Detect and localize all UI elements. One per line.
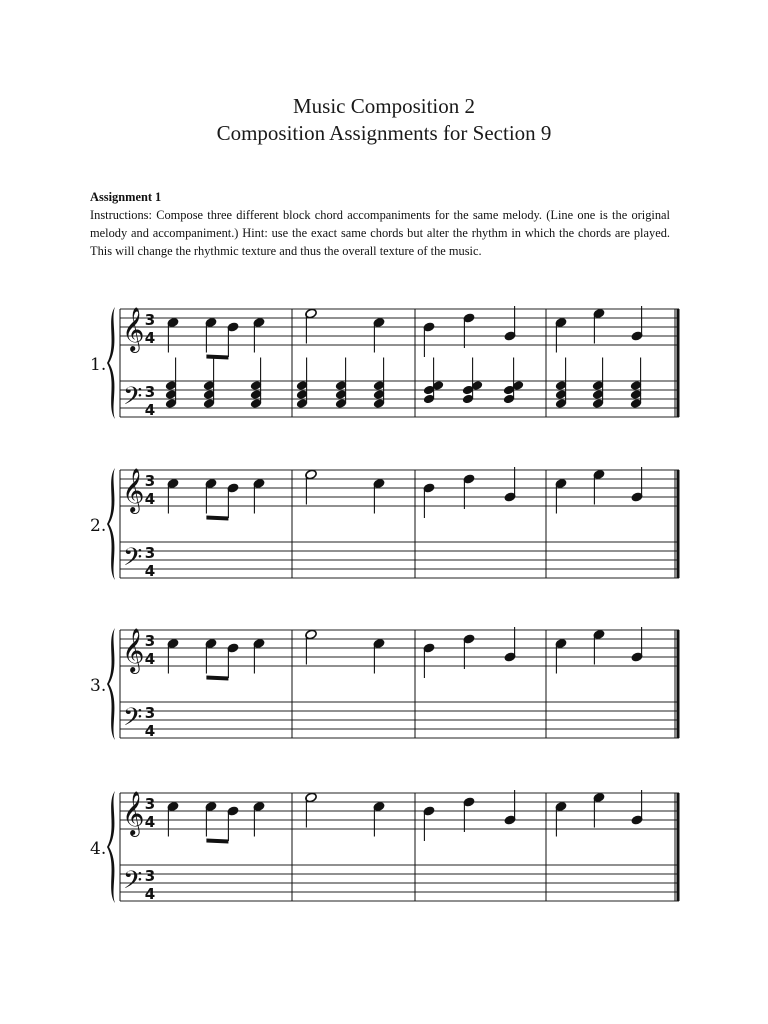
time-signature-top: 3 bbox=[144, 544, 156, 562]
accompaniment-chord bbox=[165, 358, 178, 410]
eighth-beam bbox=[206, 676, 228, 681]
melody-note bbox=[227, 642, 240, 678]
accompaniment-chord bbox=[250, 358, 263, 410]
melody-note bbox=[631, 306, 644, 342]
melody-note bbox=[593, 308, 606, 344]
melody-note bbox=[305, 308, 318, 344]
treble-clef-icon: 𝄞 bbox=[122, 468, 145, 512]
time-signature-bottom: 4 bbox=[144, 329, 156, 347]
melody-note bbox=[253, 478, 266, 514]
melody-note bbox=[167, 638, 180, 674]
melody-note bbox=[504, 627, 517, 663]
melody-note bbox=[593, 629, 606, 665]
melody-note bbox=[373, 478, 386, 514]
melody-note bbox=[253, 638, 266, 674]
time-signature-top: 3 bbox=[144, 311, 156, 329]
system-brace bbox=[107, 468, 115, 580]
melody-note bbox=[373, 801, 386, 837]
melody-note bbox=[593, 792, 606, 828]
melody-note bbox=[504, 467, 517, 503]
time-signature-top: 3 bbox=[144, 704, 156, 722]
melody-note bbox=[227, 805, 240, 841]
melody-note bbox=[423, 805, 436, 841]
accompaniment-chord bbox=[630, 358, 643, 410]
page-title: Music Composition 2 bbox=[292, 94, 476, 118]
treble-clef-icon: 𝄞 bbox=[122, 791, 145, 835]
melody-note bbox=[227, 482, 240, 518]
time-signature-bottom: 4 bbox=[144, 722, 156, 740]
melody-note bbox=[555, 801, 568, 837]
melody-note bbox=[463, 796, 476, 832]
time-signature-bottom: 4 bbox=[144, 650, 156, 668]
melody-note bbox=[631, 627, 644, 663]
melody-note bbox=[373, 638, 386, 674]
eighth-beam bbox=[206, 355, 228, 360]
eighth-beam bbox=[206, 839, 228, 844]
time-signature-bottom: 4 bbox=[144, 562, 156, 580]
system-brace bbox=[107, 628, 115, 740]
system-number: 2. bbox=[90, 516, 107, 536]
melody-note bbox=[167, 478, 180, 514]
time-signature-top: 3 bbox=[144, 867, 156, 885]
system-number: 4. bbox=[90, 839, 107, 859]
treble-clef-icon: 𝄞 bbox=[122, 628, 145, 672]
final-barline bbox=[677, 470, 680, 578]
final-barline bbox=[677, 309, 680, 417]
melody-note bbox=[167, 801, 180, 837]
melody-note bbox=[305, 629, 318, 665]
eighth-beam bbox=[206, 516, 228, 521]
melody-note bbox=[504, 790, 517, 826]
accompaniment-chord bbox=[335, 358, 348, 410]
time-signature-bottom: 4 bbox=[144, 813, 156, 831]
bass-clef-icon: 𝄢 bbox=[123, 543, 143, 578]
melody-note bbox=[423, 482, 436, 518]
melody-note bbox=[631, 467, 644, 503]
treble-clef-icon: 𝄞 bbox=[122, 307, 145, 351]
system-number: 3. bbox=[90, 676, 107, 696]
melody-note bbox=[463, 473, 476, 509]
melody-note bbox=[463, 633, 476, 669]
melody-note bbox=[227, 321, 240, 357]
melody-note bbox=[423, 321, 436, 357]
melody-note bbox=[555, 638, 568, 674]
final-barline bbox=[677, 793, 680, 901]
system-brace bbox=[107, 791, 115, 903]
assignment-instructions: Instructions: Compose three different block chord accompaniments for the same melody. (Line one is the original melody and accompaniment.) Hint: use the exact same chords but alter the rhythm in which the chords are played. This will change the rhythmic texture and thus the overall texture of the music. bbox=[90, 208, 670, 258]
time-signature-bottom: 4 bbox=[144, 490, 156, 508]
melody-note bbox=[555, 478, 568, 514]
melody-note bbox=[305, 469, 318, 505]
time-signature-top: 3 bbox=[144, 632, 156, 650]
time-signature-bottom: 4 bbox=[144, 401, 156, 419]
page-subtitle: Composition Assignments for Section 9 bbox=[216, 121, 552, 145]
melody-note bbox=[423, 642, 436, 678]
accompaniment-chord bbox=[203, 358, 216, 410]
melody-note bbox=[373, 317, 386, 353]
accompaniment-chord bbox=[296, 358, 309, 410]
accompaniment-chord bbox=[555, 358, 568, 410]
system-number: 1. bbox=[90, 355, 107, 375]
melody-note bbox=[305, 792, 318, 828]
melody-note bbox=[631, 790, 644, 826]
melody-note bbox=[593, 469, 606, 505]
assignment-heading: Assignment 1 bbox=[90, 190, 162, 204]
final-barline bbox=[677, 630, 680, 738]
accompaniment-chord bbox=[592, 358, 605, 410]
melody-note bbox=[205, 638, 218, 674]
time-signature-top: 3 bbox=[144, 472, 156, 490]
melody-note bbox=[205, 317, 218, 353]
time-signature-bottom: 4 bbox=[144, 885, 156, 903]
melody-note bbox=[167, 317, 180, 353]
bass-clef-icon: 𝄢 bbox=[123, 382, 143, 417]
melody-note bbox=[205, 801, 218, 837]
melody-note bbox=[463, 312, 476, 348]
bass-clef-icon: 𝄢 bbox=[123, 866, 143, 901]
melody-note bbox=[555, 317, 568, 353]
time-signature-top: 3 bbox=[144, 795, 156, 813]
system-brace bbox=[107, 307, 115, 419]
melody-note bbox=[253, 801, 266, 837]
bass-clef-icon: 𝄢 bbox=[123, 703, 143, 738]
melody-note bbox=[504, 306, 517, 342]
accompaniment-chord bbox=[373, 358, 386, 410]
melody-note bbox=[253, 317, 266, 353]
melody-note bbox=[205, 478, 218, 514]
time-signature-top: 3 bbox=[144, 383, 156, 401]
